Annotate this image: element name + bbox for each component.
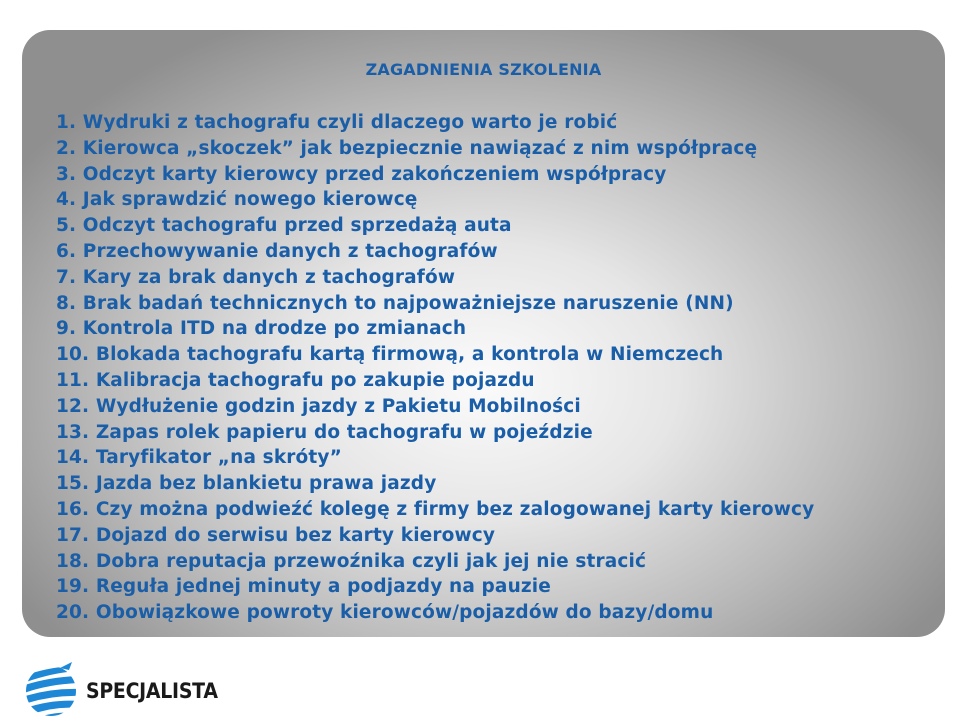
list-item: 1. Wydruki z tachografu czyli dlaczego warto je robić [56, 112, 618, 133]
content-panel [22, 30, 945, 637]
logo-text: SPECJALISTA [86, 679, 218, 703]
list-item: 11. Kalibracja tachografu po zakupie pojazdu [56, 369, 535, 391]
list-item: 3. Odczyt karty kierowcy przed zakończeniem współpracy [56, 163, 667, 185]
list-item: 7. Kary za brak danych z tachografów [56, 266, 456, 288]
list-item: 10. Blokada tachografu kartą firmową, a kontrola w Niemczech [56, 344, 724, 366]
list-item: 4. Jak sprawdzić nowego kierowcę [56, 189, 418, 211]
list-item: 13. Zapas rolek papieru do tachografu w pojeździe [56, 421, 593, 443]
list-item: 14. Taryfikator „na skróty” [56, 447, 342, 469]
list-item: 15. Jazda bez blankietu prawa jazdy [56, 473, 437, 495]
list-item: 8. Brak badań technicznych to najpoważniejsze naruszenie (NN) [56, 292, 734, 314]
list-item: 18. Dobra reputacja przewoźnika czyli jak jej nie stracić [56, 550, 647, 572]
company-logo [22, 662, 232, 720]
list-item: 12. Wydłużenie godzin jazdy z Pakietu Mobilności [56, 395, 581, 417]
slide-title: ZAGADNIENIA SZKOLENIA [365, 60, 602, 79]
list-item: 17. Dojazd do serwisu bez karty kierowcy [56, 524, 496, 546]
list-item: 2. Kierowca „skoczek” jak bezpiecznie nawiązać z nim współpracę [56, 137, 758, 159]
list-item: 20. Obowiązkowe powroty kierowców/pojazdów do bazy/domu [56, 602, 714, 624]
list-item: 19. Reguła jednej minuty a podjazdy na pauzie [56, 576, 551, 598]
globe-logo-icon [22, 662, 80, 720]
list-item: 9. Kontrola ITD na drodze po zmianach [56, 318, 467, 340]
topics-list [56, 110, 814, 626]
list-item: 6. Przechowywanie danych z tachografów [56, 240, 498, 262]
list-item: 5. Odczyt tachografu przed sprzedażą auta [56, 215, 512, 237]
list-item: 16. Czy można podwieźć kolegę z firmy bez zalogowanej karty kierowcy [56, 498, 815, 520]
